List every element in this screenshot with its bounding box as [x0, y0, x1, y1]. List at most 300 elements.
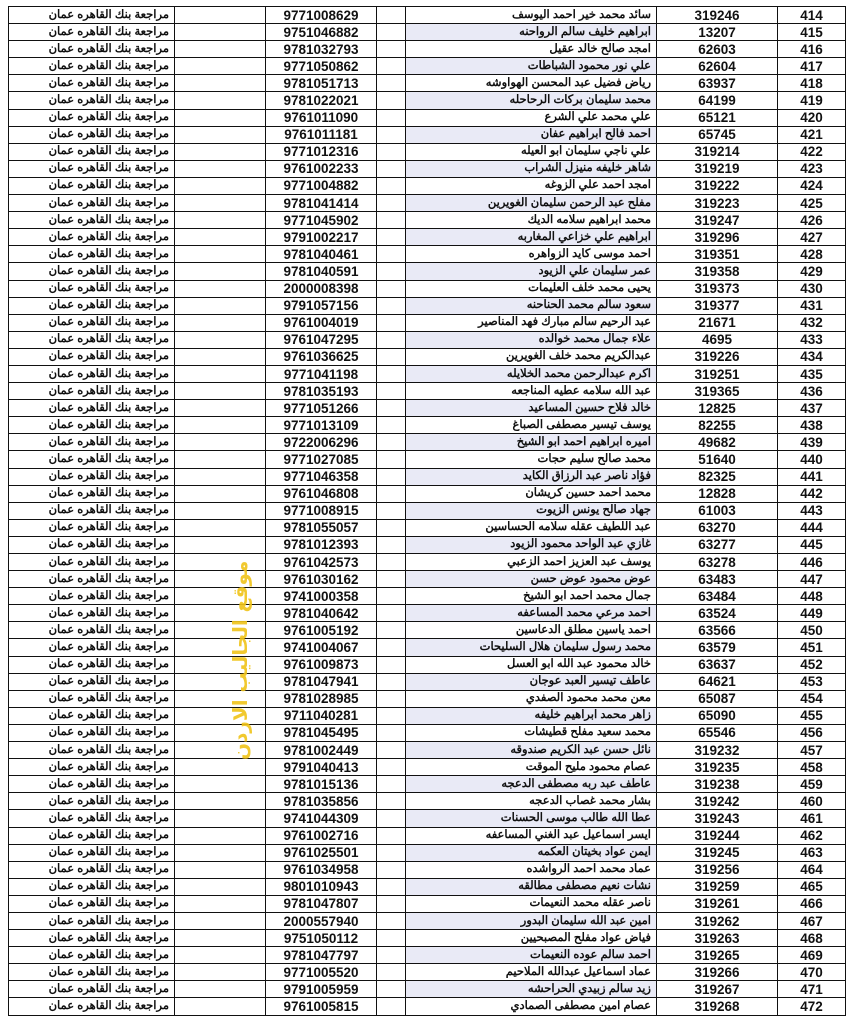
- empty-cell: [377, 502, 406, 519]
- id-cell: 319247: [657, 212, 778, 229]
- name-cell: يوسف عبد العزيز احمد الزعبي: [406, 554, 657, 571]
- note-cell: مراجعة بنك القاهره عمان: [9, 759, 175, 776]
- note-cell: مراجعة بنك القاهره عمان: [9, 58, 175, 75]
- id-cell: 63278: [657, 554, 778, 571]
- note-cell: مراجعة بنك القاهره عمان: [9, 24, 175, 41]
- id-cell: 319365: [657, 383, 778, 400]
- applicants-table-body: [9, 7, 846, 1016]
- name-cell: يحيى محمد خلف العليمات: [406, 280, 657, 297]
- table-row: [9, 485, 846, 502]
- empty-cell: [377, 24, 406, 41]
- phone-cell: 9771041198: [266, 365, 377, 382]
- note-cell: مراجعة بنك القاهره عمان: [9, 793, 175, 810]
- table-row: [9, 75, 846, 92]
- name-cell: شاهر خليفه منيزل الشراب: [406, 160, 657, 177]
- note-cell: مراجعة بنك القاهره عمان: [9, 41, 175, 58]
- row-number-cell: 461: [778, 810, 846, 827]
- empty-cell: [175, 383, 266, 400]
- row-number-cell: 467: [778, 912, 846, 929]
- name-cell: ايسر اسماعيل عبد الغني المساعفه: [406, 827, 657, 844]
- phone-cell: 2000008398: [266, 280, 377, 297]
- empty-cell: [377, 776, 406, 793]
- phone-cell: 9781012393: [266, 536, 377, 553]
- note-cell: مراجعة بنك القاهره عمان: [9, 519, 175, 536]
- note-cell: مراجعة بنك القاهره عمان: [9, 588, 175, 605]
- empty-cell: [175, 24, 266, 41]
- phone-cell: 9761009873: [266, 656, 377, 673]
- row-number-cell: 428: [778, 246, 846, 263]
- name-cell: عبد اللطيف عقله سلامه الحساسين: [406, 519, 657, 536]
- phone-cell: 9751046882: [266, 24, 377, 41]
- empty-cell: [377, 998, 406, 1015]
- note-cell: مراجعة بنك القاهره عمان: [9, 143, 175, 160]
- id-cell: 13207: [657, 24, 778, 41]
- name-cell: مفلح عبد الرحمن سليمان الغويرين: [406, 195, 657, 212]
- note-cell: مراجعة بنك القاهره عمان: [9, 912, 175, 929]
- row-number-cell: 464: [778, 861, 846, 878]
- id-cell: 319246: [657, 7, 778, 24]
- note-cell: مراجعة بنك القاهره عمان: [9, 861, 175, 878]
- empty-cell: [175, 827, 266, 844]
- table-row: [9, 554, 846, 571]
- row-number-cell: 438: [778, 417, 846, 434]
- empty-cell: [175, 502, 266, 519]
- empty-cell: [377, 365, 406, 382]
- empty-cell: [377, 417, 406, 434]
- table-row: [9, 400, 846, 417]
- table-row: [9, 690, 846, 707]
- note-cell: مراجعة بنك القاهره عمان: [9, 485, 175, 502]
- name-cell: يوسف تيسير مصطفى الصباغ: [406, 417, 657, 434]
- empty-cell: [175, 519, 266, 536]
- table-row: [9, 588, 846, 605]
- phone-cell: 9761011181: [266, 126, 377, 143]
- table-row: [9, 502, 846, 519]
- phone-cell: 9741000358: [266, 588, 377, 605]
- empty-cell: [175, 417, 266, 434]
- note-cell: مراجعة بنك القاهره عمان: [9, 160, 175, 177]
- phone-cell: 9781047807: [266, 895, 377, 912]
- empty-cell: [377, 280, 406, 297]
- phone-cell: 9791002217: [266, 229, 377, 246]
- empty-cell: [175, 895, 266, 912]
- id-cell: 319235: [657, 759, 778, 776]
- phone-cell: 9781002449: [266, 742, 377, 759]
- row-number-cell: 418: [778, 75, 846, 92]
- empty-cell: [175, 92, 266, 109]
- phone-cell: 9761011090: [266, 109, 377, 126]
- name-cell: احمد ياسين مطلق الدعاسين: [406, 622, 657, 639]
- empty-cell: [175, 451, 266, 468]
- name-cell: علي محمد علي الشرع: [406, 109, 657, 126]
- phone-cell: 9771013109: [266, 417, 377, 434]
- note-cell: مراجعة بنك القاهره عمان: [9, 981, 175, 998]
- id-cell: 65090: [657, 707, 778, 724]
- id-cell: 319243: [657, 810, 778, 827]
- empty-cell: [175, 571, 266, 588]
- empty-cell: [175, 195, 266, 212]
- id-cell: 319242: [657, 793, 778, 810]
- empty-cell: [377, 588, 406, 605]
- row-number-cell: 470: [778, 964, 846, 981]
- row-number-cell: 445: [778, 536, 846, 553]
- id-cell: 63937: [657, 75, 778, 92]
- phone-cell: 9781035193: [266, 383, 377, 400]
- table-row: [9, 365, 846, 382]
- empty-cell: [175, 58, 266, 75]
- empty-cell: [377, 331, 406, 348]
- phone-cell: 9761046808: [266, 485, 377, 502]
- empty-cell: [175, 930, 266, 947]
- empty-cell: [175, 434, 266, 451]
- empty-cell: [175, 400, 266, 417]
- empty-cell: [377, 212, 406, 229]
- id-cell: 319377: [657, 297, 778, 314]
- note-cell: مراجعة بنك القاهره عمان: [9, 365, 175, 382]
- empty-cell: [175, 605, 266, 622]
- phone-cell: 9761005192: [266, 622, 377, 639]
- note-cell: مراجعة بنك القاهره عمان: [9, 776, 175, 793]
- empty-cell: [175, 981, 266, 998]
- id-cell: 319244: [657, 827, 778, 844]
- empty-cell: [377, 314, 406, 331]
- name-cell: علي نور محمود الشباطات: [406, 58, 657, 75]
- row-number-cell: 417: [778, 58, 846, 75]
- row-number-cell: 468: [778, 930, 846, 947]
- phone-cell: 9761002716: [266, 827, 377, 844]
- phone-cell: 9761034958: [266, 861, 377, 878]
- table-row: [9, 434, 846, 451]
- table-row: [9, 519, 846, 536]
- empty-cell: [175, 109, 266, 126]
- note-cell: مراجعة بنك القاهره عمان: [9, 212, 175, 229]
- id-cell: 82255: [657, 417, 778, 434]
- empty-cell: [377, 348, 406, 365]
- row-number-cell: 426: [778, 212, 846, 229]
- table-row: [9, 639, 846, 656]
- table-row: [9, 759, 846, 776]
- phone-cell: 9781040461: [266, 246, 377, 263]
- row-number-cell: 459: [778, 776, 846, 793]
- empty-cell: [377, 519, 406, 536]
- phone-cell: 9761002233: [266, 160, 377, 177]
- empty-cell: [175, 793, 266, 810]
- table-row: [9, 622, 846, 639]
- name-cell: فؤاد ناصر عبد الرزاق الكايد: [406, 468, 657, 485]
- name-cell: خالد فلاح حسين المساعيد: [406, 400, 657, 417]
- phone-cell: 9781028985: [266, 690, 377, 707]
- table-row: [9, 160, 846, 177]
- row-number-cell: 456: [778, 724, 846, 741]
- name-cell: امجد صالح خالد عقيل: [406, 41, 657, 58]
- note-cell: مراجعة بنك القاهره عمان: [9, 331, 175, 348]
- empty-cell: [377, 109, 406, 126]
- empty-cell: [175, 622, 266, 639]
- row-number-cell: 432: [778, 314, 846, 331]
- row-number-cell: 421: [778, 126, 846, 143]
- row-number-cell: 447: [778, 571, 846, 588]
- row-number-cell: 465: [778, 878, 846, 895]
- row-number-cell: 462: [778, 827, 846, 844]
- name-cell: جهاد صالح يونس الزيوت: [406, 502, 657, 519]
- note-cell: مراجعة بنك القاهره عمان: [9, 930, 175, 947]
- empty-cell: [175, 41, 266, 58]
- row-number-cell: 419: [778, 92, 846, 109]
- name-cell: اكرم عبدالرحمن محمد الخلايله: [406, 365, 657, 382]
- row-number-cell: 469: [778, 947, 846, 964]
- empty-cell: [175, 998, 266, 1015]
- note-cell: مراجعة بنك القاهره عمان: [9, 126, 175, 143]
- table-row: [9, 707, 846, 724]
- empty-cell: [175, 297, 266, 314]
- row-number-cell: 433: [778, 331, 846, 348]
- phone-cell: 9771027085: [266, 451, 377, 468]
- name-cell: احمد سالم عوده النعيمات: [406, 947, 657, 964]
- phone-cell: 9761042573: [266, 554, 377, 571]
- empty-cell: [175, 468, 266, 485]
- note-cell: مراجعة بنك القاهره عمان: [9, 7, 175, 24]
- table-row: [9, 998, 846, 1015]
- row-number-cell: 443: [778, 502, 846, 519]
- row-number-cell: 457: [778, 742, 846, 759]
- note-cell: مراجعة بنك القاهره عمان: [9, 92, 175, 109]
- id-cell: 65546: [657, 724, 778, 741]
- name-cell: امين عبد الله سليمان البدور: [406, 912, 657, 929]
- id-cell: 63566: [657, 622, 778, 639]
- empty-cell: [377, 895, 406, 912]
- row-number-cell: 431: [778, 297, 846, 314]
- table-row: [9, 571, 846, 588]
- note-cell: مراجعة بنك القاهره عمان: [9, 724, 175, 741]
- empty-cell: [175, 75, 266, 92]
- empty-cell: [175, 177, 266, 194]
- name-cell: سائد محمد خير احمد اليوسف: [406, 7, 657, 24]
- empty-cell: [175, 160, 266, 177]
- table-row: [9, 930, 846, 947]
- empty-cell: [377, 810, 406, 827]
- phone-cell: 9781041414: [266, 195, 377, 212]
- id-cell: 319251: [657, 365, 778, 382]
- note-cell: مراجعة بنك القاهره عمان: [9, 947, 175, 964]
- phone-cell: 9741044309: [266, 810, 377, 827]
- phone-cell: 9771008915: [266, 502, 377, 519]
- table-row: [9, 195, 846, 212]
- empty-cell: [377, 690, 406, 707]
- row-number-cell: 444: [778, 519, 846, 536]
- empty-cell: [377, 793, 406, 810]
- empty-cell: [377, 707, 406, 724]
- note-cell: مراجعة بنك القاهره عمان: [9, 109, 175, 126]
- empty-cell: [377, 485, 406, 502]
- empty-cell: [377, 724, 406, 741]
- note-cell: مراجعة بنك القاهره عمان: [9, 383, 175, 400]
- name-cell: ابراهيم خليف سالم الرواحنه: [406, 24, 657, 41]
- empty-cell: [377, 7, 406, 24]
- phone-cell: 9781040591: [266, 263, 377, 280]
- empty-cell: [175, 707, 266, 724]
- id-cell: 319266: [657, 964, 778, 981]
- table-row: [9, 895, 846, 912]
- empty-cell: [377, 41, 406, 58]
- id-cell: 63277: [657, 536, 778, 553]
- name-cell: زيد سالم زبيدي الحراحشه: [406, 981, 657, 998]
- table-row: [9, 844, 846, 861]
- empty-cell: [175, 861, 266, 878]
- empty-cell: [175, 280, 266, 297]
- row-number-cell: 446: [778, 554, 846, 571]
- id-cell: 319259: [657, 878, 778, 895]
- table-row: [9, 536, 846, 553]
- empty-cell: [175, 263, 266, 280]
- table-row: [9, 348, 846, 365]
- empty-cell: [175, 639, 266, 656]
- phone-cell: 9761047295: [266, 331, 377, 348]
- id-cell: 319214: [657, 143, 778, 160]
- table-row: [9, 451, 846, 468]
- empty-cell: [175, 485, 266, 502]
- empty-cell: [175, 690, 266, 707]
- phone-cell: 2000557940: [266, 912, 377, 929]
- empty-cell: [175, 7, 266, 24]
- empty-cell: [175, 365, 266, 382]
- id-cell: 4695: [657, 331, 778, 348]
- empty-cell: [175, 143, 266, 160]
- empty-cell: [377, 622, 406, 639]
- name-cell: ناصر عقله محمد النعيمات: [406, 895, 657, 912]
- phone-cell: 9761004019: [266, 314, 377, 331]
- name-cell: عوض محمود عوض حسن: [406, 571, 657, 588]
- phone-cell: 9781035856: [266, 793, 377, 810]
- note-cell: مراجعة بنك القاهره عمان: [9, 998, 175, 1015]
- row-number-cell: 451: [778, 639, 846, 656]
- empty-cell: [377, 673, 406, 690]
- id-cell: 63579: [657, 639, 778, 656]
- note-cell: مراجعة بنك القاهره عمان: [9, 229, 175, 246]
- row-number-cell: 414: [778, 7, 846, 24]
- name-cell: عصام محمود مليح الموقت: [406, 759, 657, 776]
- table-row: [9, 177, 846, 194]
- name-cell: علاء جمال محمد خوالده: [406, 331, 657, 348]
- note-cell: مراجعة بنك القاهره عمان: [9, 263, 175, 280]
- note-cell: مراجعة بنك القاهره عمان: [9, 451, 175, 468]
- empty-cell: [377, 964, 406, 981]
- table-row: [9, 229, 846, 246]
- phone-cell: 9771012316: [266, 143, 377, 160]
- empty-cell: [377, 878, 406, 895]
- id-cell: 65745: [657, 126, 778, 143]
- id-cell: 319268: [657, 998, 778, 1015]
- name-cell: احمد فالح ابراهيم عفان: [406, 126, 657, 143]
- table-row: [9, 673, 846, 690]
- row-number-cell: 471: [778, 981, 846, 998]
- table-row: [9, 58, 846, 75]
- table-row: [9, 605, 846, 622]
- id-cell: 63484: [657, 588, 778, 605]
- name-cell: عبد الرحيم سالم مبارك فهد المناصير: [406, 314, 657, 331]
- empty-cell: [175, 126, 266, 143]
- empty-cell: [175, 844, 266, 861]
- empty-cell: [377, 930, 406, 947]
- note-cell: مراجعة بنك القاهره عمان: [9, 502, 175, 519]
- row-number-cell: 422: [778, 143, 846, 160]
- row-number-cell: 452: [778, 656, 846, 673]
- table-row: [9, 810, 846, 827]
- row-number-cell: 437: [778, 400, 846, 417]
- id-cell: 63270: [657, 519, 778, 536]
- name-cell: عمر سليمان علي الزيود: [406, 263, 657, 280]
- table-row: [9, 742, 846, 759]
- note-cell: مراجعة بنك القاهره عمان: [9, 895, 175, 912]
- empty-cell: [377, 605, 406, 622]
- id-cell: 65087: [657, 690, 778, 707]
- empty-cell: [377, 263, 406, 280]
- table-row: [9, 947, 846, 964]
- note-cell: مراجعة بنك القاهره عمان: [9, 75, 175, 92]
- name-cell: احمد مرعي محمد المساعفه: [406, 605, 657, 622]
- name-cell: زاهر محمد ابراهيم خليفه: [406, 707, 657, 724]
- empty-cell: [377, 297, 406, 314]
- id-cell: 319373: [657, 280, 778, 297]
- empty-cell: [175, 964, 266, 981]
- empty-cell: [175, 554, 266, 571]
- row-number-cell: 463: [778, 844, 846, 861]
- id-cell: 319351: [657, 246, 778, 263]
- note-cell: مراجعة بنك القاهره عمان: [9, 605, 175, 622]
- phone-cell: 9791040413: [266, 759, 377, 776]
- empty-cell: [377, 229, 406, 246]
- phone-cell: 9771005520: [266, 964, 377, 981]
- note-cell: مراجعة بنك القاهره عمان: [9, 434, 175, 451]
- empty-cell: [175, 229, 266, 246]
- note-cell: مراجعة بنك القاهره عمان: [9, 639, 175, 656]
- phone-cell: 9761025501: [266, 844, 377, 861]
- phone-cell: 9781051713: [266, 75, 377, 92]
- phone-cell: 9741004067: [266, 639, 377, 656]
- table-row: [9, 246, 846, 263]
- table-row: [9, 964, 846, 981]
- phone-cell: 9761030162: [266, 571, 377, 588]
- name-cell: محمد رسول سليمان هلال السليحات: [406, 639, 657, 656]
- note-cell: مراجعة بنك القاهره عمان: [9, 536, 175, 553]
- empty-cell: [377, 383, 406, 400]
- phone-cell: 9791005959: [266, 981, 377, 998]
- empty-cell: [175, 810, 266, 827]
- empty-cell: [377, 947, 406, 964]
- watermark-text: موقع الجاليب الاردن: [228, 560, 252, 760]
- table-row: [9, 297, 846, 314]
- row-number-cell: 453: [778, 673, 846, 690]
- id-cell: 319222: [657, 177, 778, 194]
- id-cell: 319296: [657, 229, 778, 246]
- note-cell: مراجعة بنك القاهره عمان: [9, 417, 175, 434]
- table-row: [9, 724, 846, 741]
- empty-cell: [377, 981, 406, 998]
- name-cell: محمد سعيد مفلح قطيشات: [406, 724, 657, 741]
- empty-cell: [377, 742, 406, 759]
- row-number-cell: 449: [778, 605, 846, 622]
- table-row: [9, 212, 846, 229]
- id-cell: 319232: [657, 742, 778, 759]
- phone-cell: 9771008629: [266, 7, 377, 24]
- empty-cell: [175, 656, 266, 673]
- name-cell: غازي عبد الواحد محمود الزيود: [406, 536, 657, 553]
- note-cell: مراجعة بنك القاهره عمان: [9, 827, 175, 844]
- phone-cell: 9781047797: [266, 947, 377, 964]
- note-cell: مراجعة بنك القاهره عمان: [9, 656, 175, 673]
- note-cell: مراجعة بنك القاهره عمان: [9, 742, 175, 759]
- note-cell: مراجعة بنك القاهره عمان: [9, 297, 175, 314]
- name-cell: عصام امين مصطفى الصمادي: [406, 998, 657, 1015]
